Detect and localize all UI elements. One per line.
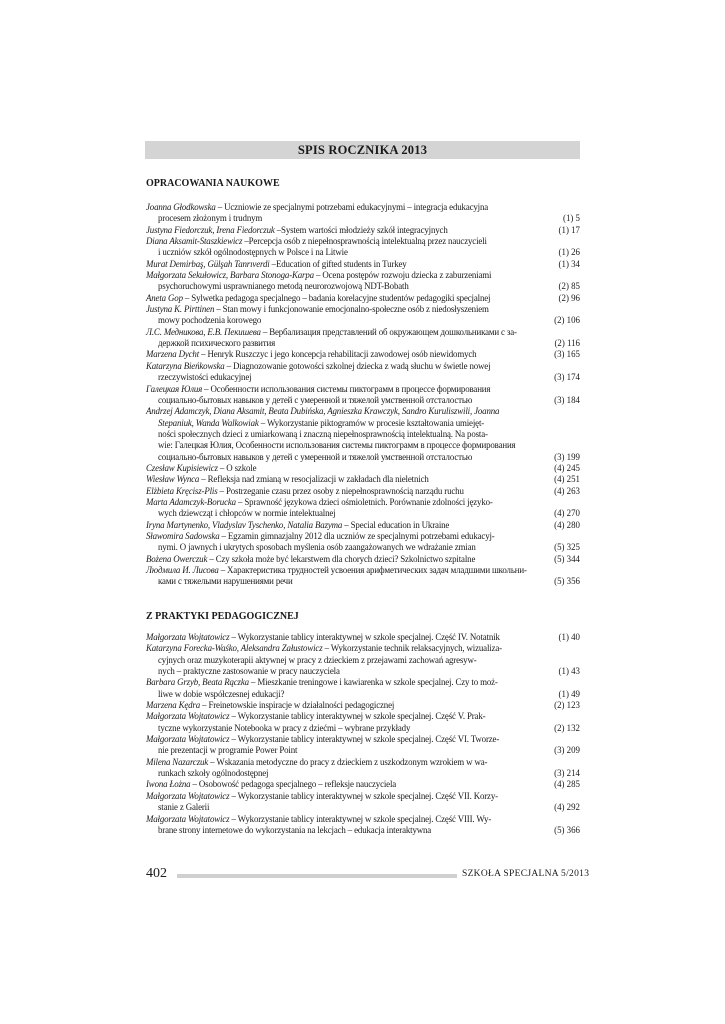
toc-entry bbox=[146, 531, 580, 554]
entry-author: Diana Aksamit-Staszkiewicz bbox=[146, 236, 243, 247]
entry-title-continuation: i uczniów szkół ogólnodostępnych w Polsce i na Litwie bbox=[158, 247, 348, 258]
entry-title-continuation: liwe w dobie współczesnej edukacji? bbox=[158, 688, 285, 699]
issue-page-ref: (1) 49 bbox=[556, 689, 580, 700]
entry-title: – Stan mowy i funkcjonowanie emocjonalno-społeczne osób z niedosłyszeniem bbox=[214, 304, 489, 315]
entry-title: – Sprawność językowa dzieci ośmioletnich. Porównanie zdolności języko- bbox=[235, 496, 493, 507]
toc-entry bbox=[146, 632, 580, 643]
issue-page-ref: (5) 356 bbox=[551, 576, 580, 587]
issue-page-ref: (4) 245 bbox=[551, 463, 580, 474]
entry-title: – Osobowość pedagoga specjalnego – refleksje nauczyciela bbox=[190, 779, 397, 790]
issue-page-ref: (2) 85 bbox=[556, 281, 580, 292]
toc-entry bbox=[146, 814, 580, 837]
entry-author: Murat Demirbaş, Gülşah Tanrıverdi bbox=[146, 258, 270, 269]
entry-author: Czesław Kupisiewicz bbox=[146, 462, 218, 473]
entry-title: – Sylwetka pedagoga specjalnego – badania korelacyjne studentów pedagogiki specjalnej bbox=[182, 292, 491, 303]
entry-title: – O szkole bbox=[217, 462, 257, 473]
entry-author: Marzena Kędra bbox=[146, 700, 201, 711]
entry-title-continuation: nymi. O jawnych i ukrytych sposobach myślenia osób zaangażowanych we wdrażanie zmian bbox=[158, 542, 476, 553]
entry-title-continuation: tyczne wykorzystanie Notebooka w pracy z dziećmi – wybrane przykłady bbox=[158, 722, 411, 733]
entry-title: – Henryk Ruszczyc i jego koncepcja rehabilitacji zawodowej osób niewidomych bbox=[199, 349, 477, 360]
entry-author: Justyna K. Pirttinen bbox=[146, 304, 215, 315]
entry-author: Katarzyna Forecka-Waśko, Aleksandra Załustowicz bbox=[146, 643, 323, 654]
page-number: 402 bbox=[146, 866, 167, 881]
entry-title: – Freinetowskie inspiracje w działalności pedagogicznej bbox=[200, 700, 395, 711]
issue-page-ref: (4) 285 bbox=[551, 779, 580, 790]
toc-entry bbox=[146, 520, 580, 531]
entry-author: Katarzyna Bieńkowska bbox=[146, 360, 225, 371]
issue-page-ref: (3) 214 bbox=[551, 768, 580, 779]
entry-author: Л.С. Медникова, Е.В. Пекишева bbox=[146, 326, 261, 337]
issue-page-ref: (1) 26 bbox=[556, 247, 580, 258]
toc-entry bbox=[146, 791, 580, 814]
issue-page-ref: (4) 270 bbox=[551, 508, 580, 519]
issue-page-ref: (3) 165 bbox=[551, 349, 580, 360]
entry-title: – Характеристика трудностей усвоения арифметических задач младшими школьни- bbox=[218, 565, 527, 575]
journal-name: SZKOŁA SPECJALNA 5/2013 bbox=[462, 869, 590, 879]
issue-page-ref: (4) 251 bbox=[551, 474, 580, 485]
entry-title: – Особенности использования системы пиктограмм в процессе формирования bbox=[202, 383, 491, 394]
entry-title: – Special education in Ukraine bbox=[342, 519, 450, 530]
entry-title: –Percepcja osób z niepełnosprawnością intelektualną przez nauczycieli bbox=[242, 236, 487, 247]
entry-list-research bbox=[146, 202, 580, 588]
entry-author: Marzena Dycht bbox=[146, 349, 200, 360]
entry-title: – Wskazania metodyczne do pracy z dzieckiem z uszkodzonym wzrokiem w wa- bbox=[208, 756, 488, 767]
entry-title: –Education of gifted students in Turkey bbox=[269, 258, 407, 269]
entry-title: – Mieszkanie treningowe i kawiarenka w szkole specjalnej. Czy to moż- bbox=[248, 677, 498, 688]
entry-author: Andrzej Adamczyk, Diana Aksamit, Beata Dubińska, Agnieszka Krawczyk, Sandro Kuruliszwili, Joanna bbox=[146, 406, 500, 417]
toc-entry bbox=[146, 474, 580, 485]
entry-title: – Diagnozowanie gotowości szkolnej dziecka z wadą słuchu w świetle nowej bbox=[224, 360, 491, 371]
entry-title-continuation: nie prezentacji w programie Power Point bbox=[158, 745, 298, 756]
entry-title-continuation: procesem złożonym i trudnym bbox=[158, 213, 263, 224]
entry-title: – Uczniowie ze specjalnymi potrzebami edukacyjnymi – integracja edukacyjna bbox=[215, 202, 489, 212]
section-heading: Z PRAKTYKI PEDAGOGICZNEJ bbox=[146, 611, 299, 622]
toc-entry bbox=[146, 554, 580, 565]
entry-title-continuation: ками с тяжелыми нарушениями речи bbox=[158, 576, 293, 587]
entry-title-continuation: держкой психического развития bbox=[158, 338, 276, 349]
entry-title-continuation: социально-бытовых навыков у детей с умеренной и тяжелой умственной отсталостью bbox=[158, 451, 473, 462]
toc-entry bbox=[146, 361, 580, 384]
issue-page-ref: (3) 199 bbox=[551, 452, 580, 463]
entry-author: Małgorzata Wojtatowicz bbox=[146, 632, 230, 642]
page-title: SPIS ROCZNIKA 2013 bbox=[297, 143, 428, 157]
toc-entry bbox=[146, 677, 580, 700]
entry-author: Iryna Martynenko, Vladyslav Tyschenko, Natalia Bazyma bbox=[146, 519, 343, 530]
footer-rule bbox=[177, 874, 457, 878]
toc-entry bbox=[146, 270, 580, 293]
entry-title-continuation: stanie z Galerii bbox=[158, 802, 210, 813]
toc-entry bbox=[146, 779, 580, 790]
entry-title-continuation: psychoruchowymi usprawnianego metodą neurorozwojową NDT-Bobath bbox=[158, 281, 409, 292]
toc-entry bbox=[146, 406, 580, 463]
entry-author: Milena Nazarczuk bbox=[146, 756, 209, 767]
entry-author: Justyna Fiedorczuk, Irena Fiedorczuk bbox=[146, 224, 275, 235]
entry-author: Bożena Owerczuk bbox=[146, 553, 208, 564]
entry-title: – Вербализация представлений об окружающем дошкольниками с за- bbox=[260, 326, 517, 337]
entry-title: –System wartości młodzieży szkół integracyjnych bbox=[274, 224, 448, 235]
entry-author: Elżbieta Kręcisz-Plis bbox=[146, 485, 218, 496]
toc-entry bbox=[146, 711, 580, 734]
toc-entry bbox=[146, 384, 580, 407]
entry-title: – Postrzeganie czasu przez osoby z niepełnosprawnością narządu ruchu bbox=[217, 485, 464, 496]
issue-page-ref: (5) 366 bbox=[551, 825, 580, 836]
toc-entry bbox=[146, 236, 580, 259]
entry-author: Małgorzata Sekułowicz, Barbara Stonoga-Karpa bbox=[146, 270, 314, 281]
toc-entry bbox=[146, 734, 580, 757]
entry-title-continuation: ności społecznych dzieci z umiarkowaną i znaczną niepełnosprawnością intelektualną. Na posta- bbox=[158, 428, 488, 439]
entry-title: – Wykorzystanie tablicy interaktywnej w szkole specjalnej. Część VII. Korzy- bbox=[229, 790, 498, 801]
entry-title-continuation: brane strony internetowe do wykorzystania na lekcjach – edukacja interaktywna bbox=[158, 824, 432, 835]
entry-title-continuation: cyjnych oraz muzykoterapii aktywnej w pracy z dzieckiem z przejawami zachowań agresyw- bbox=[158, 654, 477, 665]
issue-page-ref: (4) 292 bbox=[551, 802, 580, 813]
issue-page-ref: (2) 106 bbox=[551, 315, 580, 326]
toc-entry bbox=[146, 565, 580, 588]
entry-title: – Wykorzystanie tablicy interaktywnej w szkole specjalnej. Część VI. Tworze- bbox=[229, 734, 500, 745]
toc-entry bbox=[146, 202, 580, 225]
toc-entry bbox=[146, 293, 580, 304]
entry-title: – Czy szkoła może być lekarstwem dla chorych dzieci? Szkolnictwo szpitalne bbox=[207, 553, 476, 564]
entry-list-practice bbox=[146, 632, 580, 836]
toc-entry bbox=[146, 225, 580, 236]
toc-entry bbox=[146, 463, 580, 474]
entry-author: Wiesław Wynca bbox=[146, 474, 200, 485]
toc-entry bbox=[146, 497, 580, 520]
entry-title: – Ocena postępów rozwoju dziecka z zaburzeniami bbox=[313, 270, 492, 281]
entry-title-continuation: социально-бытовых навыков у детей с умеренной и тяжелой умственной отсталостью bbox=[158, 394, 473, 405]
entry-title: – Wykorzystanie tablicy interaktywnej w szkole specjalnej. Część IV. Notatnik bbox=[229, 632, 500, 642]
toc-entry bbox=[146, 259, 580, 270]
entry-title: – Wykorzystanie tablicy interaktywnej w szkole specjalnej. Część VIII. Wy- bbox=[229, 813, 492, 824]
toc-entry bbox=[146, 486, 580, 497]
title-bar bbox=[145, 141, 580, 159]
issue-page-ref: (2) 123 bbox=[551, 700, 580, 711]
entry-title-continuation: rzeczywistości edukacyjnej bbox=[158, 372, 252, 383]
entry-author: Joanna Głodkowska bbox=[146, 202, 216, 212]
entry-author: Iwona Łożna bbox=[146, 779, 191, 790]
entry-title: – Refleksja nad zmianą w resocjalizacji w zakładach dla nieletnich bbox=[199, 474, 429, 485]
entry-author: Людмила И. Лисова bbox=[146, 565, 219, 575]
entry-author: Галецкая Юлия bbox=[146, 383, 203, 394]
entry-author: Aneta Gop bbox=[146, 292, 183, 303]
toc-entry bbox=[146, 349, 580, 360]
entry-author: Małgorzata Wojtatowicz bbox=[146, 813, 230, 824]
entry-author: Marta Adamczyk-Borucka bbox=[146, 496, 236, 507]
entry-title-continuation: wych dziewcząt i chłopców w normie intelektualnej bbox=[158, 508, 336, 519]
issue-page-ref: (2) 116 bbox=[551, 338, 580, 349]
entry-title: – Wykorzystanie technik relaksacyjnych, wizualiza- bbox=[322, 643, 502, 654]
issue-page-ref: (1) 40 bbox=[556, 632, 580, 643]
entry-author: Stepaniuk, Wanda Walkowiak bbox=[158, 417, 259, 428]
toc-entry bbox=[146, 757, 580, 780]
entry-title-continuation: runkach szkoły ogólnodostępnej bbox=[158, 768, 269, 779]
issue-page-ref: (3) 174 bbox=[551, 372, 580, 383]
issue-page-ref: (2) 96 bbox=[556, 293, 580, 304]
entry-title: – Wykorzystanie tablicy interaktywnej w szkole specjalnej. Część V. Prak- bbox=[229, 711, 486, 722]
entry-author: Sławomira Sadowska bbox=[146, 530, 220, 541]
issue-page-ref: (1) 43 bbox=[556, 666, 580, 677]
toc-entry bbox=[146, 327, 580, 350]
issue-page-ref: (5) 325 bbox=[551, 542, 580, 553]
toc-entry bbox=[146, 700, 580, 711]
section-heading: OPRACOWANIA NAUKOWE bbox=[146, 178, 280, 189]
issue-page-ref: (1) 34 bbox=[556, 259, 580, 270]
issue-page-ref: (1) 17 bbox=[556, 225, 580, 236]
entry-author: Małgorzata Wojtatowicz bbox=[146, 734, 230, 745]
issue-page-ref: (3) 209 bbox=[551, 745, 580, 756]
toc-entry bbox=[146, 643, 580, 677]
entry-author: Barbara Grzyb, Beata Rączka bbox=[146, 677, 249, 688]
entry-title-continuation: wie: Галецкая Юлия, Особенности использования системы пиктограмм в процессе формирования bbox=[158, 440, 516, 451]
issue-page-ref: (1) 5 bbox=[560, 213, 580, 224]
issue-page-ref: (3) 184 bbox=[551, 395, 580, 406]
issue-page-ref: (2) 132 bbox=[551, 723, 580, 734]
issue-page-ref: (4) 280 bbox=[551, 520, 580, 531]
entry-title: – Egzamin gimnazjalny 2012 dla uczniów ze specjalnymi potrzebami edukacyj- bbox=[219, 530, 495, 541]
entry-title-continuation: mowy pochodzenia korowego bbox=[158, 315, 262, 326]
entry-title-continuation: nych – praktyczne zastosowanie w pracy nauczyciela bbox=[158, 666, 340, 677]
issue-page-ref: (5) 344 bbox=[551, 554, 580, 565]
entry-title: – Wykorzystanie piktogramów w procesie kształtowania umiejęt- bbox=[258, 417, 485, 428]
issue-page-ref: (4) 263 bbox=[551, 486, 580, 497]
toc-entry bbox=[146, 304, 580, 327]
entry-author: Małgorzata Wojtatowicz bbox=[146, 711, 230, 722]
entry-author: Małgorzata Wojtatowicz bbox=[146, 790, 230, 801]
